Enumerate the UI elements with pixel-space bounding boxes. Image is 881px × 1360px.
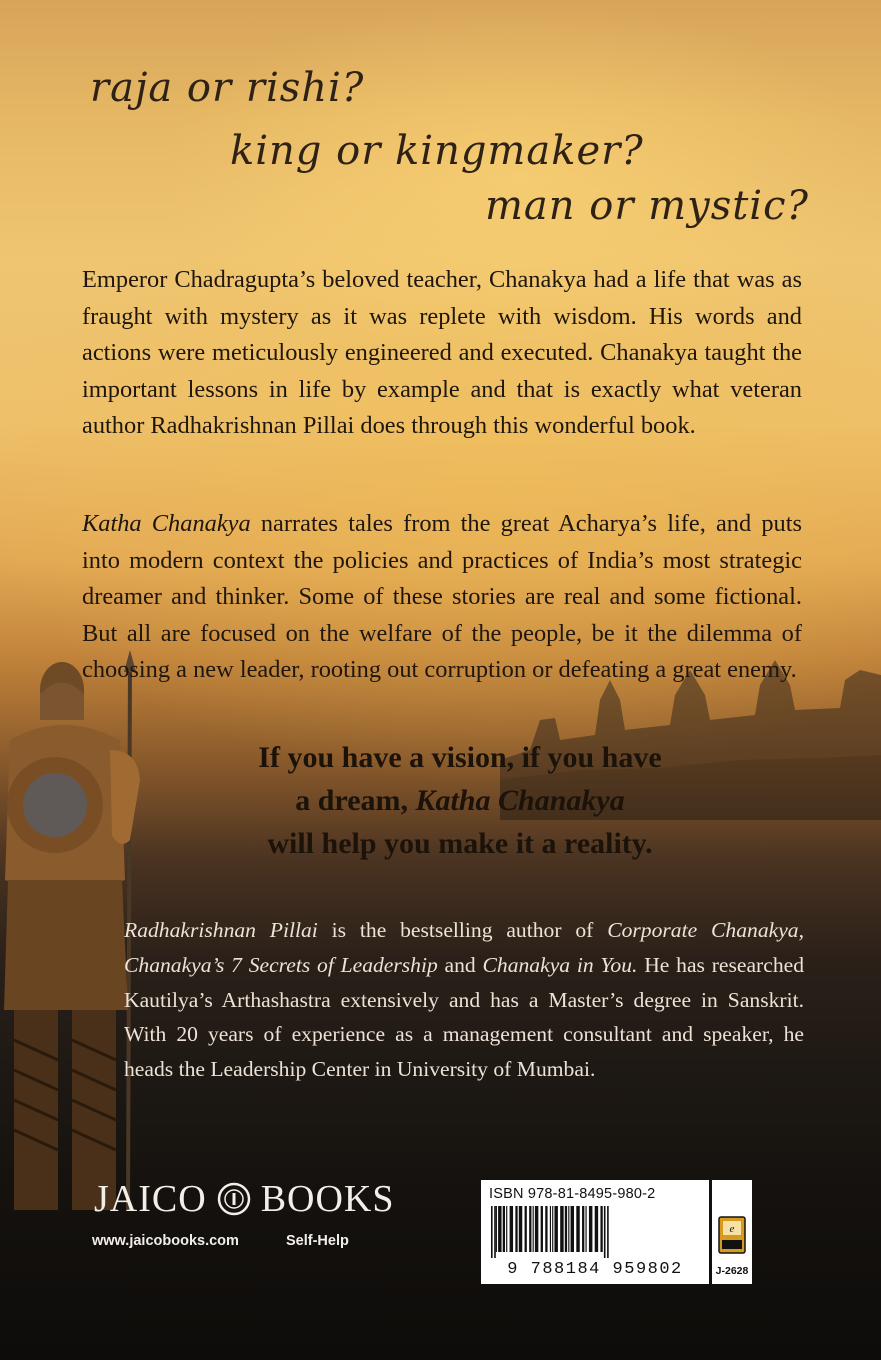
tagline-raja-or-rishi: raja or rishi? [90, 65, 365, 111]
tagline-king-or-kingmaker: king or kingmaker? [230, 128, 644, 174]
barcode-bar [595, 1206, 598, 1252]
publisher-name-left: JAICO [94, 1178, 207, 1220]
barcode-bar [525, 1206, 527, 1252]
barcode-bar [510, 1206, 513, 1252]
barcode-icon [489, 1206, 701, 1258]
author-name: Radhakrishnan Pillai [124, 918, 318, 942]
barcode-guard-bar [494, 1206, 496, 1258]
ebook-badge-letter: e [729, 1223, 735, 1235]
publisher-website: www.jaicobooks.com [92, 1233, 239, 1249]
author-bio [124, 913, 804, 1087]
blurb-paragraph-2-text: narrates tales from the great Acharya’s life, and puts into modern context the policies and practices of India’s most strategic dreamer and thinker. Some of these stories are real and some fictional. But all are focused on the welfare of the people, be it the dilemma of choosing a new leader, rooting out corruption or defeating a great enemy. [82, 510, 803, 683]
book-chanakya-in-you: Chanakya in You. [482, 952, 638, 977]
barcode-bar [545, 1206, 547, 1252]
barcode-guard-bar [607, 1206, 609, 1258]
jaico-seal-icon [217, 1182, 251, 1216]
barcode-bar [498, 1206, 501, 1252]
barcode-bar [589, 1206, 592, 1252]
isbn-barcode-panel [481, 1180, 709, 1284]
isbn-label: ISBN 978-81-8495-980-2 [489, 1186, 656, 1202]
book-category: Self-Help [286, 1233, 349, 1249]
publisher-logo [94, 1177, 395, 1221]
barcode-bar [576, 1206, 579, 1252]
barcode-guard-bar [491, 1206, 493, 1258]
barcode-bar [600, 1206, 602, 1252]
barcode-guard-bar [604, 1206, 606, 1258]
tagline-man-or-mystic: man or mystic? [485, 183, 809, 229]
publisher-name-right: BOOKS [260, 1178, 395, 1220]
barcode-bar [535, 1206, 538, 1252]
pull-quote-line-1: If you have a vision, if you have [258, 741, 662, 774]
isbn-digits: 9 788184 959802 [507, 1260, 683, 1279]
barcode-bar [586, 1206, 587, 1252]
barcode-bar [529, 1206, 531, 1252]
barcode-bar [496, 1206, 497, 1252]
book-7-secrets: Chanakya’s 7 Secrets of Leadership [124, 952, 438, 977]
catalog-code: J-2628 [715, 1265, 749, 1277]
barcode-bar [571, 1206, 574, 1252]
barcode-bar [554, 1206, 557, 1252]
book-corporate-chanakya: Corporate Chanakya, [607, 918, 804, 942]
barcode-bar [515, 1206, 517, 1252]
barcode-bar [541, 1206, 543, 1252]
barcode-bar [552, 1206, 553, 1252]
ebook-available-icon [718, 1216, 746, 1254]
blurb-paragraph-2 [82, 506, 802, 689]
barcode-bar [568, 1206, 569, 1252]
barcode-bar [565, 1206, 567, 1252]
barcode-bar [582, 1206, 584, 1252]
pull-quote-book-title: Katha Chanakya [415, 784, 625, 817]
book-title-katha-chanakya: Katha Chanakya [82, 510, 251, 537]
catalog-code-panel [712, 1180, 752, 1284]
blurb-paragraph-1: Emperor Chadragupta’s beloved teacher, Chanakya had a life that was as fraught with mystery as it was replete with wisdom. His words and actions were meticulously engineered and executed. Chanakya taught the important lessons in life by example and that is exactly what veteran author Radhakrishnan Pillai does through this wonderful book. [82, 266, 802, 439]
barcode-bar [533, 1206, 534, 1252]
barcode-bar [506, 1206, 507, 1252]
author-bio-text: is the bestselling author of [317, 918, 608, 942]
author-bio-text: and [437, 952, 483, 977]
barcode-bar [519, 1206, 522, 1252]
barcode-bar [560, 1206, 563, 1252]
author-bio-text: He has researched Kautilya’s Arthashastra extensively and has a Master’s degree in Sanskrit. With 20 years of experience as a management consultant and speaker, he heads the Leadership Center in University of Mumbai. [124, 952, 805, 1082]
barcode-bar [503, 1206, 505, 1252]
barcode-bar [550, 1206, 551, 1252]
pull-quote-line-2: a dream, [295, 784, 416, 817]
pull-quote-line-3: will help you make it a reality. [267, 827, 653, 860]
pull-quote [200, 736, 720, 865]
